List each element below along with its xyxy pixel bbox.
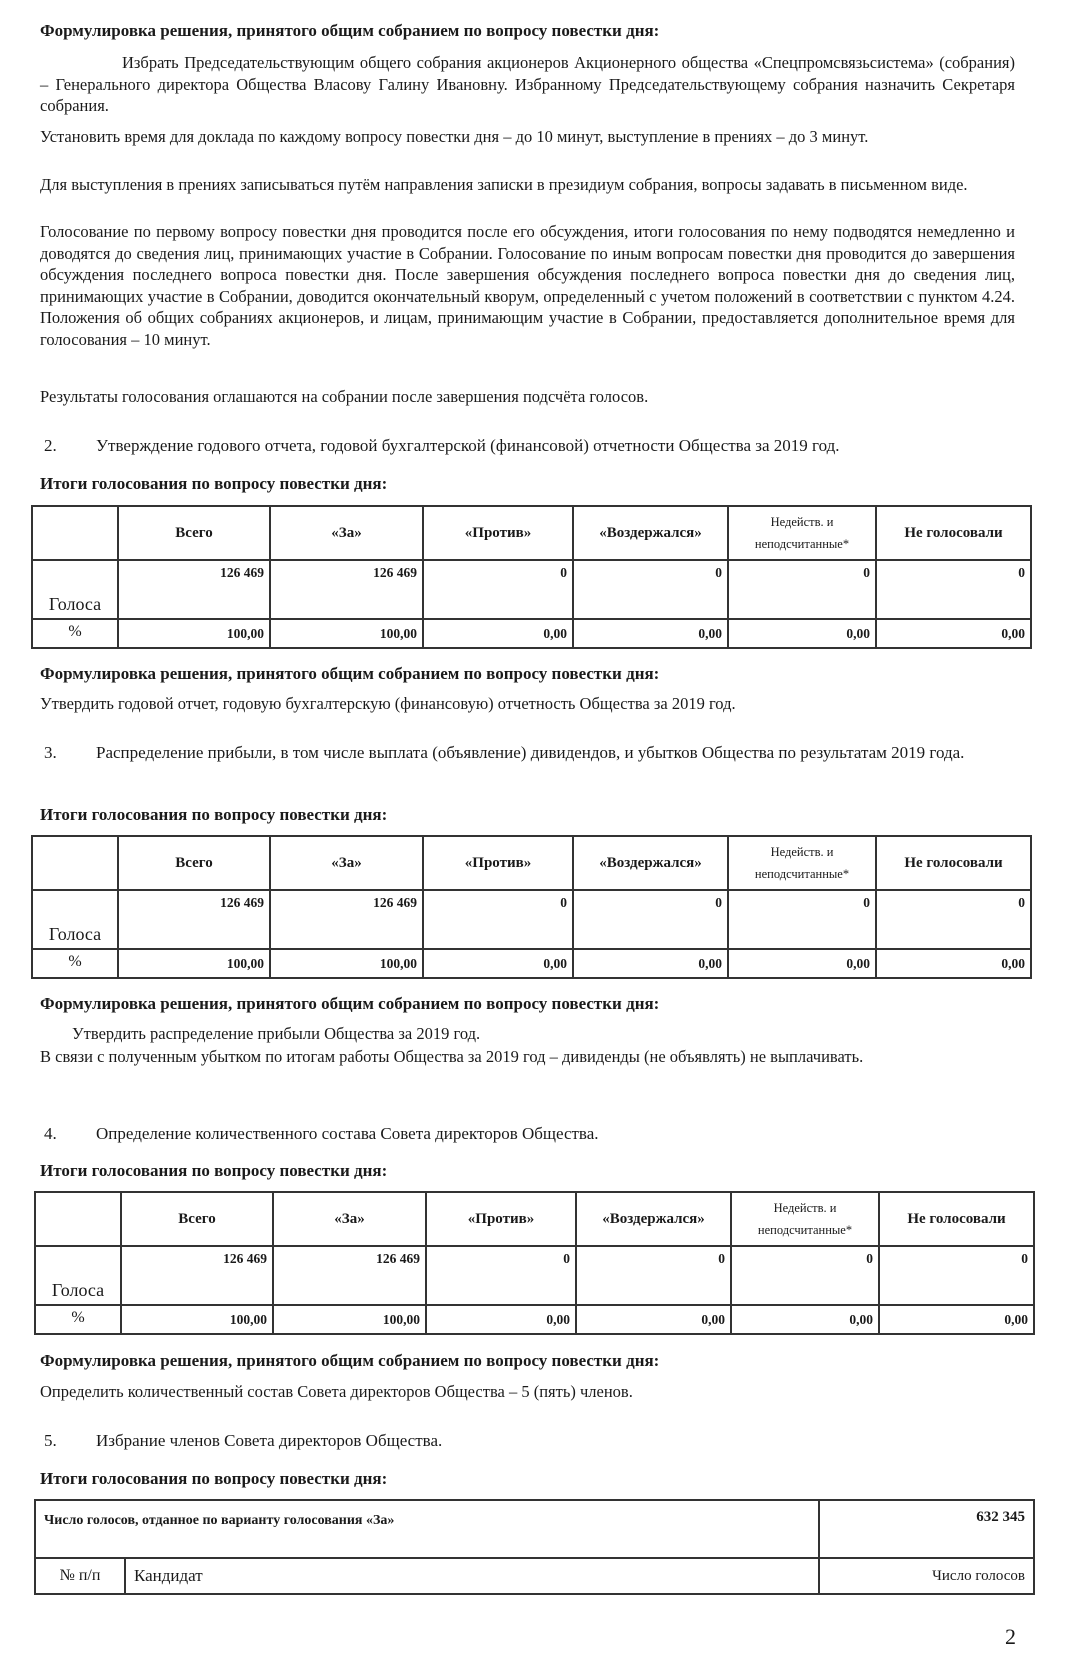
col-number: № п/п — [35, 1558, 125, 1594]
row-label-votes: Голоса — [32, 890, 118, 949]
cell-votes-invalid: 0 — [728, 890, 876, 949]
cell-pct-total: 100,00 — [118, 949, 270, 978]
q1-paragraph-1: Избрать Председательствующим общего собрания акционеров Акционерного общества «Спецпромсвязьсистема» (собрания) – Генерального директора Общества Власову Галину Ивановну. Избранному Председательствующему собрания назначить Секретаря собрания. — [40, 53, 1015, 115]
cell-votes-invalid: 0 — [731, 1246, 879, 1305]
q3-decision-2: В связи с полученным убытком по итогам работы Общества за 2019 год – дивиденды (не объявлять) не выплачивать. — [40, 1047, 864, 1066]
col-total: Всего — [121, 1192, 273, 1246]
cell-pct-abstain: 0,00 — [576, 1305, 731, 1334]
cell-votes-for: 126 469 — [270, 890, 423, 949]
col-total: Всего — [118, 836, 270, 890]
col-not-voted: Не голосовали — [876, 836, 1031, 890]
cell-pct-total: 100,00 — [121, 1305, 273, 1334]
cell-votes-invalid: 0 — [728, 560, 876, 619]
corner-cell — [32, 506, 118, 560]
cell-votes-total: 126 469 — [121, 1246, 273, 1305]
votes-table-q4 — [34, 1191, 1035, 1335]
cell-pct-for: 100,00 — [273, 1305, 426, 1334]
cell-votes-against: 0 — [426, 1246, 576, 1305]
cell-pct-against: 0,00 — [426, 1305, 576, 1334]
col-invalid: Недейств. и неподсчитанные* — [731, 1192, 879, 1246]
col-invalid: Недейств. и неподсчитанные* — [728, 506, 876, 560]
cell-pct-invalid: 0,00 — [731, 1305, 879, 1334]
q2-decision: Утвердить годовой отчет, годовую бухгалтерскую (финансовую) отчетность Общества за 2019 год. — [40, 694, 736, 713]
question-number: 3. — [44, 743, 57, 762]
results-header-q2: Итоги голосования по вопросу повестки дня: — [40, 474, 388, 493]
row-label-pct: % — [32, 949, 118, 978]
col-against: «Против» — [426, 1192, 576, 1246]
question-number: 2. — [44, 436, 57, 455]
col-votes: Число голосов — [819, 1558, 1034, 1594]
col-candidate: Кандидат — [125, 1558, 819, 1594]
cell-pct-for: 100,00 — [270, 949, 423, 978]
q3-decision-1: Утвердить распределение прибыли Общества за 2019 год. — [72, 1024, 481, 1043]
col-abstain: «Воздержался» — [573, 506, 728, 560]
table-row — [32, 949, 1031, 978]
col-abstain: «Воздержался» — [573, 836, 728, 890]
cell-pct-total: 100,00 — [118, 619, 270, 648]
cell-pct-invalid: 0,00 — [728, 949, 876, 978]
decision-header-q1: Формулировка решения, принятого общим собранием по вопросу повестки дня: — [40, 21, 660, 40]
results-header-q3: Итоги голосования по вопросу повестки дня: — [40, 805, 388, 824]
for-votes-label: Число голосов, отданное по варианту голосования «За» — [35, 1500, 819, 1558]
decision-header-q3: Формулировка решения, принятого общим собранием по вопросу повестки дня: — [40, 994, 660, 1013]
corner-cell — [35, 1192, 121, 1246]
votes-table-q3 — [31, 835, 1032, 979]
cell-votes-total: 126 469 — [118, 890, 270, 949]
cell-pct-against: 0,00 — [423, 949, 573, 978]
table-row — [35, 1305, 1034, 1334]
candidates-table — [34, 1499, 1035, 1595]
votes-table-q2 — [31, 505, 1032, 649]
question-text: Избрание членов Совета директоров Общества. — [96, 1431, 443, 1450]
q4-decision: Определить количественный состав Совета директоров Общества – 5 (пять) членов. — [40, 1382, 633, 1401]
col-against: «Против» — [423, 836, 573, 890]
row-label-votes: Голоса — [35, 1246, 121, 1305]
cell-pct-abstain: 0,00 — [573, 949, 728, 978]
table-row — [32, 560, 1031, 619]
row-label-votes: Голоса — [32, 560, 118, 619]
q1-paragraph-3: Для выступления в прениях записываться путём направления записки в президиум собрания, вопросы задавать в письменном виде. — [40, 175, 968, 194]
q1-paragraph-4: Голосование по первому вопросу повестки дня проводится после его обсуждения, итоги голосования по нему подводятся немедленно и доводятся до сведения лиц, принимающих участие в Собрании. Голосование по иным вопросам повестки дня проводится до завершения обсуждения последнего вопроса повестки дня. После завершения обсуждения последнего вопроса повестки дня до сведения лиц, принимающих участие в Собрании, доводится окончательный кворум, определенный с учетом положений в соответствии с пунктом 4.24. Положения об общих собраниях акционеров, и лицам, принимающим участие в Собрании, предоставляется дополнительное время для голосования – 10 минут. — [40, 222, 1015, 349]
cell-votes-for: 126 469 — [270, 560, 423, 619]
table-row — [32, 890, 1031, 949]
table-row — [32, 619, 1031, 648]
cell-pct-abstain: 0,00 — [573, 619, 728, 648]
cell-votes-abstain: 0 — [576, 1246, 731, 1305]
q1-paragraph-2: Установить время для доклада по каждому вопросу повестки дня – до 10 минут, выступление в прениях – до 3 минут. — [40, 127, 869, 146]
results-header-q4: Итоги голосования по вопросу повестки дня: — [40, 1161, 388, 1180]
col-against: «Против» — [423, 506, 573, 560]
col-abstain: «Воздержался» — [576, 1192, 731, 1246]
corner-cell — [32, 836, 118, 890]
question-4-title — [40, 1122, 1015, 1146]
question-number: 4. — [44, 1124, 57, 1143]
col-for: «За» — [270, 836, 423, 890]
cell-pct-for: 100,00 — [270, 619, 423, 648]
cell-votes-abstain: 0 — [573, 560, 728, 619]
question-text: Утверждение годового отчета, годовой бухгалтерской (финансовой) отчетности Общества за 2019 год. — [96, 436, 840, 455]
cell-pct-not-voted: 0,00 — [876, 949, 1031, 978]
question-5-title — [40, 1429, 1015, 1453]
decision-header-q2: Формулировка решения, принятого общим собранием по вопросу повестки дня: — [40, 664, 660, 683]
cell-votes-against: 0 — [423, 890, 573, 949]
cell-votes-not-voted: 0 — [879, 1246, 1034, 1305]
question-3-title — [40, 741, 1015, 765]
cell-votes-for: 126 469 — [273, 1246, 426, 1305]
row-label-pct: % — [32, 619, 118, 648]
cell-votes-abstain: 0 — [573, 890, 728, 949]
cell-votes-total: 126 469 — [118, 560, 270, 619]
cell-votes-against: 0 — [423, 560, 573, 619]
question-text: Распределение прибыли, в том числе выплата (объявление) дивидендов, и убытков Общества по результатам 2019 года. — [96, 743, 965, 762]
col-for: «За» — [273, 1192, 426, 1246]
cell-votes-not-voted: 0 — [876, 890, 1031, 949]
col-not-voted: Не голосовали — [879, 1192, 1034, 1246]
question-2-title — [40, 434, 1015, 458]
col-invalid: Недейств. и неподсчитанные* — [728, 836, 876, 890]
question-text: Определение количественного состава Совета директоров Общества. — [96, 1124, 599, 1143]
col-not-voted: Не голосовали — [876, 506, 1031, 560]
page-number: 2 — [1005, 1624, 1016, 1649]
for-votes-value: 632 345 — [819, 1500, 1034, 1558]
cell-votes-not-voted: 0 — [876, 560, 1031, 619]
col-total: Всего — [118, 506, 270, 560]
cell-pct-not-voted: 0,00 — [879, 1305, 1034, 1334]
decision-header-q4: Формулировка решения, принятого общим собранием по вопросу повестки дня: — [40, 1351, 660, 1370]
cell-pct-invalid: 0,00 — [728, 619, 876, 648]
cell-pct-not-voted: 0,00 — [876, 619, 1031, 648]
table-row — [35, 1246, 1034, 1305]
row-label-pct: % — [35, 1305, 121, 1334]
q1-paragraph-5: Результаты голосования оглашаются на собрании после завершения подсчёта голосов. — [40, 387, 649, 406]
results-header-q5: Итоги голосования по вопросу повестки дня: — [40, 1469, 388, 1488]
question-number: 5. — [44, 1431, 57, 1450]
cell-pct-against: 0,00 — [423, 619, 573, 648]
col-for: «За» — [270, 506, 423, 560]
